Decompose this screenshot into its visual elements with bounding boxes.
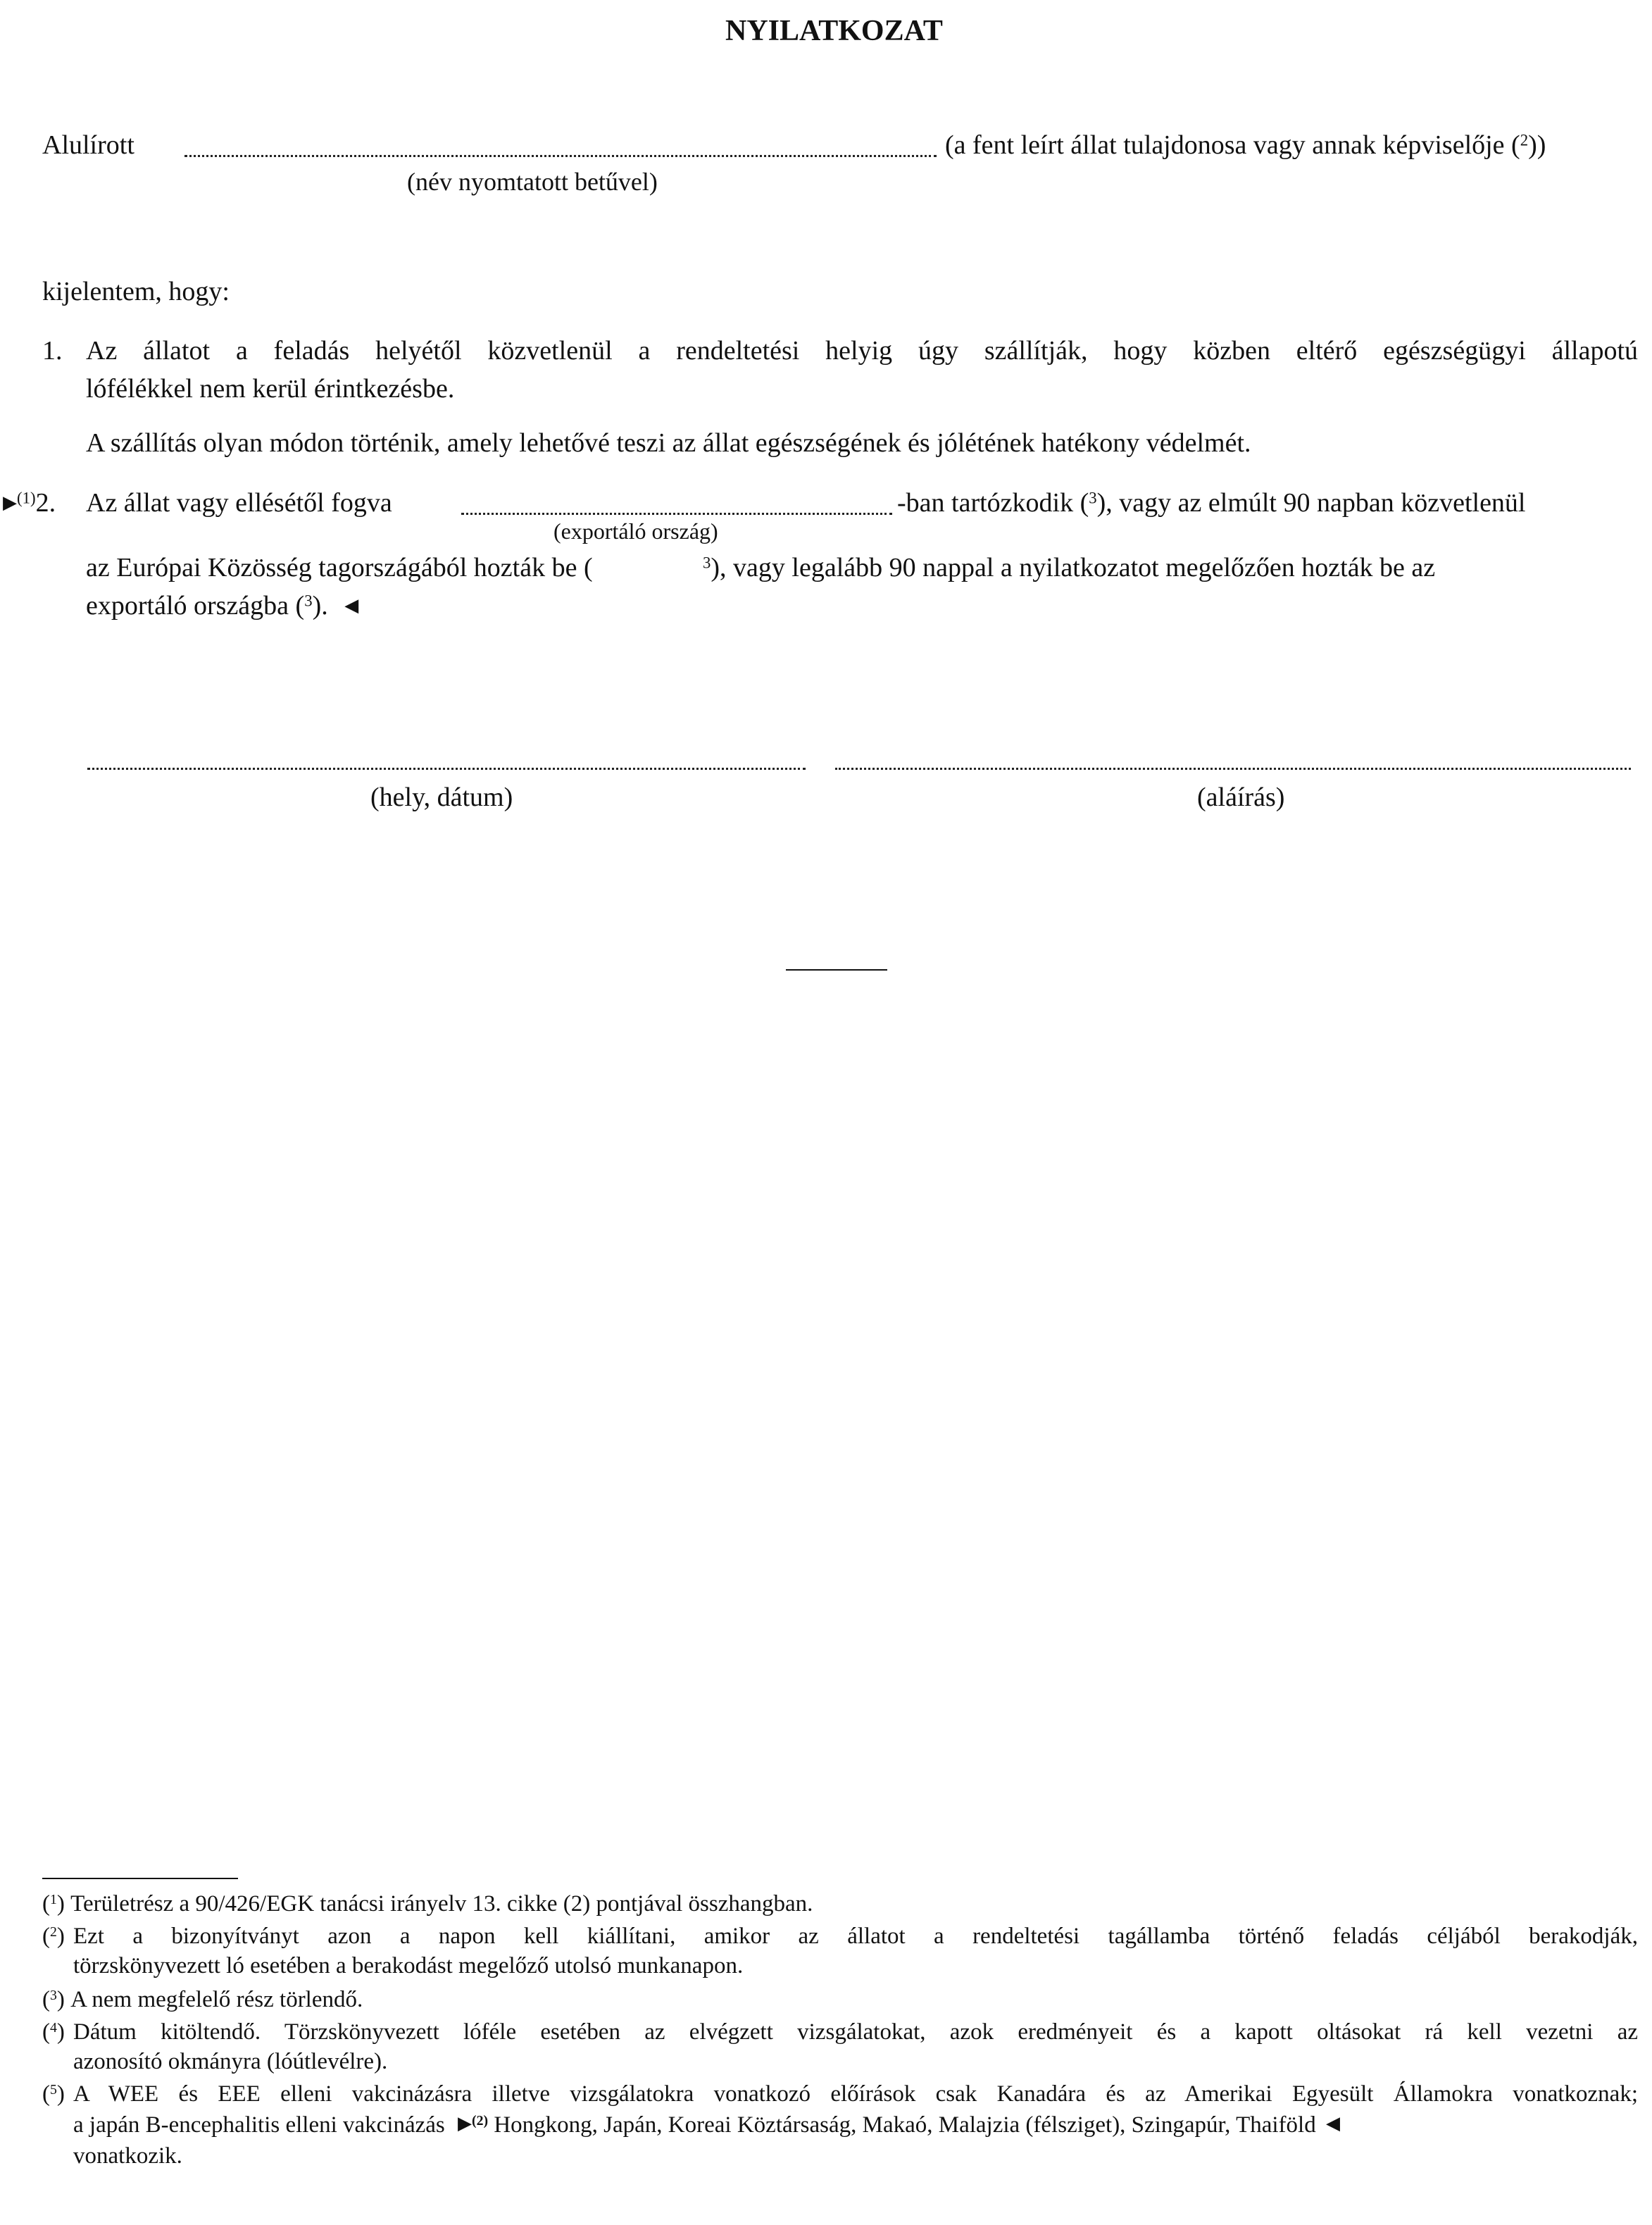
place-date-caption: (hely, dátum)	[370, 783, 513, 812]
item-1-number: 1.	[42, 336, 63, 366]
footnote-4-line2: azonosító okmányra (lóútlevélre).	[73, 2049, 388, 2074]
item-2-line3: exportáló országba ($^3$). ◀	[86, 591, 359, 621]
footnote-4-marker: ($^4$)	[42, 2019, 65, 2045]
section-separator	[786, 969, 887, 971]
footnote-5-line1: A WEE és EEE elleni vakcinázásra illetve vizsgálatokra vonatkozó előírások csak Kanadára és az Amerikai Egyesült Államokra vonatkoznak;	[73, 2081, 1638, 2107]
name-caption: (név nyomtatott betűvel)	[407, 168, 658, 196]
country-caption: (exportáló ország)	[553, 518, 718, 544]
item-2-text-a: Az állat vagy ellésétől fogva	[86, 488, 392, 518]
footnote-5-marker: ($^5$)	[42, 2081, 65, 2107]
item-1-line2: lófélékkel nem kerül érintkezésbe.	[86, 374, 455, 404]
footnote-5-line3: vonatkozik.	[73, 2143, 182, 2169]
item-2-amendment-marker: ▶$^{(1)}$2.	[3, 488, 56, 518]
footnote-2-line1: Ezt a bizonyítványt azon a napon kell kiállítani, amikor az állatot a rendeltetési tagállamba történő feladás céljából berakodják,	[73, 1924, 1638, 1949]
footnote-3: ($^3$) A nem megfelelő rész törlendő.	[42, 1987, 363, 2012]
footnote-2-line2: törzskönyvezett ló esetében a berakodást megelőző utolsó munkanapon.	[73, 1953, 744, 1978]
country-blank[interactable]	[461, 513, 892, 515]
name-blank[interactable]	[184, 155, 937, 157]
item-2-line2-end: $^3$), vagy legalább 90 nappal a nyilatkozatot megelőzően hozták be az	[703, 553, 1436, 582]
item-2-line2: az Európai Közösség tagországából hozták be (	[86, 553, 593, 582]
footnote-4-line1: Dátum kitöltendő. Törzskönyvezett lóféle esetében az elvégzett vizsgálatokat, azok eredményeit és a kapott oltásokat rá kell vezetni az	[73, 2019, 1638, 2045]
item-1-line1: Az állatot a feladás helyétől közvetlenül a rendeltetési helyig úgy szállítják, hogy közben eltérő egészségügyi állapotú	[86, 336, 1638, 366]
intro-text: kijelentem, hogy:	[42, 277, 230, 306]
footnote-2-marker: ($^2$)	[42, 1924, 65, 1949]
footnote-1: ($^1$) Területrész a 90/426/EGK tanácsi irányelv 13. cikke (2) pontjával összhangban.	[42, 1891, 813, 1917]
signature-blank[interactable]	[835, 768, 1631, 770]
item-2-text-b: -ban tartózkodik ($^3$), vagy az elmúlt 90 napban közvetlenül	[897, 488, 1526, 518]
signature-caption: (aláírás)	[1197, 783, 1285, 812]
footnote-separator	[42, 1878, 238, 1879]
page-title: NYILATKOZAT	[725, 15, 943, 47]
declarant-label: Alulírott	[42, 130, 134, 160]
place-date-blank[interactable]	[87, 768, 806, 770]
footnote-5-line2: a japán B-encephalitis elleni vakcinázás ▶$^{(2)}$ Hongkong, Japán, Koreai Köztársaság, Makaó, Malajzia (félsziget), Szingapúr, Thaiföld ◀	[73, 2112, 1340, 2138]
declarant-role: (a fent leírt állat tulajdonosa vagy annak képviselője ($^2$))	[945, 130, 1546, 160]
item-1-para2: A szállítás olyan módon történik, amely lehetővé teszi az állat egészségének és jólétének hatékony védelmét.	[86, 428, 1251, 458]
